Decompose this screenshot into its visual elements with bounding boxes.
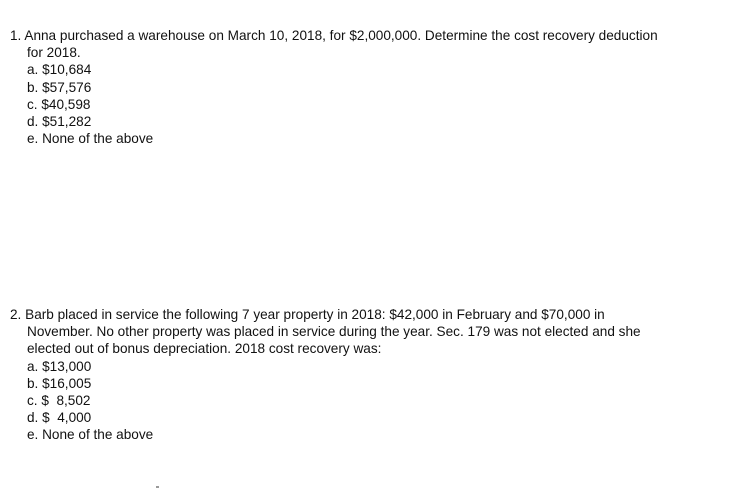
question-2 (10, 306, 730, 444)
question-1-options (10, 61, 730, 147)
question-1-option-a: a. $10,684 (27, 62, 92, 78)
question-1-stem-line-1: 1. Anna purchased a warehouse on March 10, 2018, for $2,000,000. Determine the cost recovery deduction (10, 28, 658, 43)
scan-speck (156, 486, 159, 488)
question-1-number: 1. (10, 28, 22, 43)
question-1-option-e: e. None of the above (27, 131, 154, 147)
question-2-stem-line-2: November. No other property was placed in service during the year. Sec. 179 was not elected and she (27, 324, 641, 340)
question-2-number: 2. (10, 307, 22, 322)
question-1-stem-line-2: for 2018. (27, 45, 81, 61)
question-2-options (10, 358, 730, 444)
question-2-option-d: d. $ 4,000 (27, 410, 92, 426)
question-2-option-b: b. $16,005 (27, 375, 92, 391)
question-1-option-c: c. $40,598 (27, 96, 91, 112)
question-2-option-c: c. $ 8,502 (27, 393, 91, 409)
question-2-option-e: e. None of the above (27, 427, 154, 443)
question-1-option-d: d. $51,282 (27, 114, 92, 130)
question-2-stem-line-1: 2. Barb placed in service the following 7 year property in 2018: $42,000 in February and $70,000 in (10, 307, 605, 322)
question-1 (10, 27, 730, 147)
question-2-option-a: a. $13,000 (27, 358, 92, 374)
question-2-stem-line-3: elected out of bonus depreciation. 2018 cost recovery was: (27, 341, 382, 357)
question-1-option-b: b. $57,576 (27, 79, 92, 95)
